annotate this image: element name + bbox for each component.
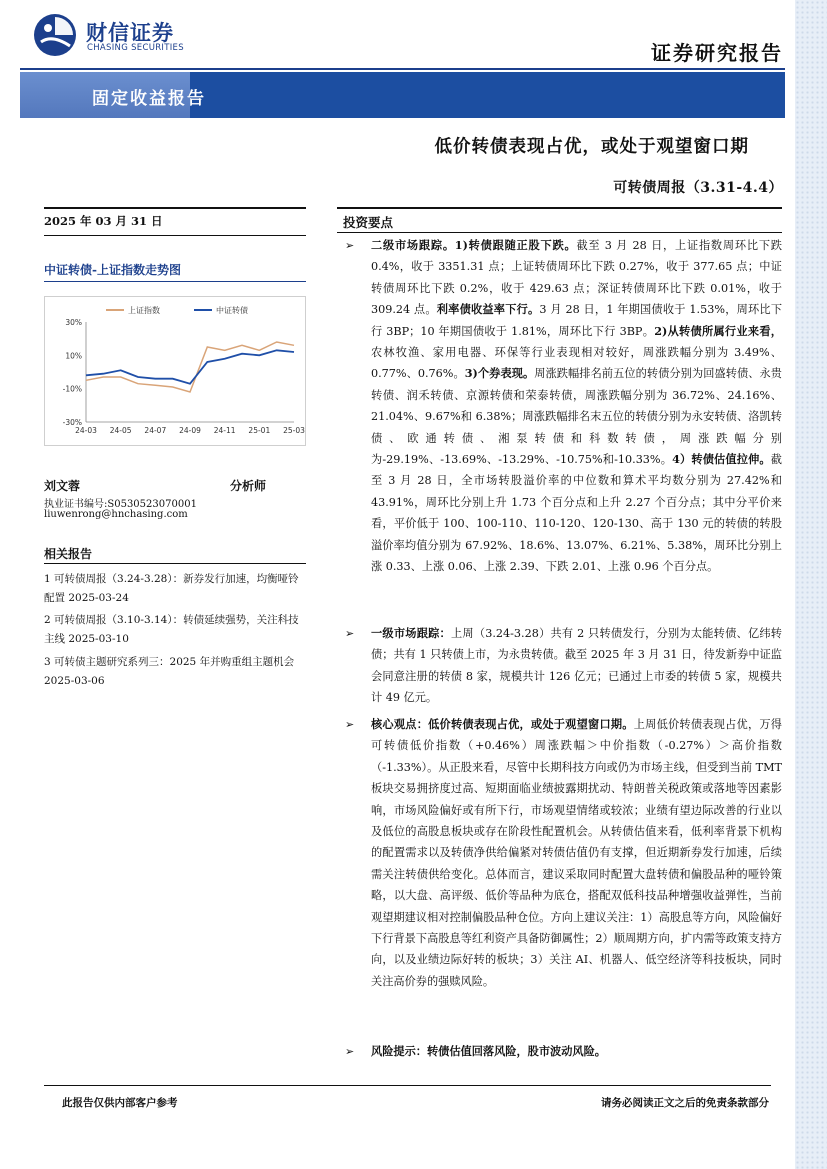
bullet-lead: 风险提示：转债估值回落风险，股市波动风险。 [371,1044,606,1058]
related-report-item[interactable]: 3 可转债主题研究系列三：2025 年并购重组主题机会 2025-03-06 [44,656,295,687]
chart-heading-rule [44,281,306,282]
bullet-body: 3 月 28 日，1 年期国债收于 1.53%，周环比下行 3BP；10 年期国债收于 1.81%，周环比下行 3BP。 [371,303,783,338]
bullet-core-view [345,714,782,992]
footer-disclaimer: 请务必阅读正文之后的免责条款部分 [601,1097,769,1109]
header-divider [20,68,785,70]
banner-label: 固定收益报告 [92,89,206,109]
bullet-body: 农林牧渔、家用电器、环保等行业表现相对较好，周涨跌幅分别为 3.49%、0.77%、0.76%。 [371,346,782,381]
chart-frame [45,297,306,446]
x-tick-label: 25-03 [283,426,305,435]
bullet-body: 上周（3.24-3.28）共有 2 只转债发行，分别为太能转债、亿纬转债；共有 1 只转债上市，为永贵转债。截至 2025 年 3 月 31 日，待发新券中证监会同意注册的转债 8 家，规模共计 126 亿元；已通过上市委的转债 5 家，规模共计 49 亿元。 [371,627,782,705]
bullet-text [371,235,782,578]
bullet-text [371,1041,782,1062]
key-points-rule [337,232,782,233]
y-tick-label: -10% [62,384,82,394]
bullet-body: 截至 3 月 28 日，全市场转股溢价率的中位数和算术平均数分别为 27.42%和 43.91%，周环比分别上升 1.73 个百分点和上升 2.27 个百分点；其中分平价来看，平价低于 100、100-110、110-120、120-130、高于 130 元的转债的转股溢价率均值分别为 67.92%、18.6%、13.07%、6.21%、5.38%，周环比分别上涨 0.33、上涨 0.06、上涨 2.39、下跌 2.01、上涨 0.96 个百分点。 [371,453,782,574]
category-banner [20,72,785,118]
bullet-text [371,623,782,709]
x-tick-label: 24-07 [144,426,167,435]
legend-label: 上证指数 [128,306,160,315]
footer-rule [44,1085,771,1086]
bullet-lead: 核心观点：低价转债表现占优，或处于观望窗口期。 [371,717,634,731]
analyst-email[interactable]: liuwenrong@hnchasing.com [44,509,188,520]
bullet-bold: 利率债收益率下行。 [436,302,540,317]
bullet-text [371,714,782,992]
related-heading: 相关报告 [44,547,93,561]
report-type-label: 证券研究报告 [651,41,783,65]
x-tick-label: 24-05 [109,426,132,435]
brand-name-english: CHASING SECURITIES [87,43,184,53]
chasing-logo-icon [32,12,78,58]
analyst-cert: 执业证书编号:S0530523070001 [44,499,197,510]
date-rule [44,235,306,236]
bullet-arrow-icon: ➢ [345,718,355,731]
bullet-secondary-market [345,235,782,578]
x-tick-label: 24-11 [213,426,236,435]
analyst-role: 分析师 [230,479,267,493]
bullet-risk [345,1041,782,1062]
legend-label: 中证转债 [216,306,248,315]
bullet-body: 周涨跌幅排名前五位的转债分别为回盛转债、永贵转债、润禾转债、京源转债和荣泰转债，周涨跌幅分别为 36.72%、24.16%、21.04%、9.67%和 6.38%；周涨跌幅排名末五位的转债分别为永安转债、洛凯转债、欧通转债、湘泵转债和科数转债，周涨跌幅分别为-29.19%、-13.69%、-13.29%、-10.75%和-10.33%。 [371,367,782,467]
bullet-arrow-icon: ➢ [345,239,355,252]
x-tick-label: 24-03 [75,426,97,435]
y-tick-label: 10% [65,351,82,361]
bullet-bold: 2)从转债所属行业来看， [654,323,782,338]
bullet-bold: 3)个券表现。 [464,366,535,381]
y-tick-label: -30% [62,418,82,427]
bullet-bold: 4）转债估值拉伸。 [672,452,771,467]
related-report-item[interactable]: 2 可转债周报（3.10-3.14）：转债延续强势，关注科技主线 2025-03-10 [44,614,299,645]
brand-name: 财信证券 [86,21,174,45]
report-subtitle: 可转债周报（3.31-4.4） [613,180,783,196]
x-tick-label: 24-09 [179,426,201,435]
bullet-primary-market [345,623,782,709]
bullet-arrow-icon: ➢ [345,1045,355,1058]
sidebar-top-rule [44,207,306,209]
x-tick-label: 25-01 [248,426,271,435]
analyst-name: 刘文蓉 [44,479,81,493]
main-top-rule [337,207,782,209]
related-report-item[interactable]: 1 可转债周报（3.24-3.28）：新券发行加速，均衡哑铃配置 2025-03-24 [44,573,299,604]
bullet-arrow-icon: ➢ [345,627,355,640]
bullet-body: 截至 3 月 28 日，上证指数周环比下跌 0.4%，收于 3351.31 点；上证转债周环比下跌 0.27%，收于 377.65 点；中证转债周环比下跌 0.2%，收于 429.63 点；深证转债周环比下跌 0.01%，收于 309.24 点。 [371,239,782,317]
decorative-side-stripe [795,0,827,1169]
footer-notice: 此报告仅供内部客户参考 [62,1097,178,1109]
trend-chart [44,296,306,446]
report-title: 低价转债表现占优，或处于观望窗口期 [434,137,749,157]
y-tick-label: 30% [65,318,82,327]
bullet-lead: 二级市场跟踪。1)转债跟随正股下跌。 [371,238,577,252]
bullet-lead: 一级市场跟踪： [371,626,451,640]
related-rule [44,563,306,564]
key-points-heading: 投资要点 [343,215,394,230]
report-date: 2025 年 03 月 31 日 [44,214,163,228]
bullet-body: 上周低价转债表现占优，万得可转债低价指数（+0.46%）周涨跌幅＞中价指数（-0.27%）＞高价指数（-1.33%）。从正股来看，尽管中长期科技方向或仍为市场主线，但受到当前 TMT 板块交易拥挤度过高、短期面临业绩披露期扰动、特朗普关税政策或落地等因素影响，市场风险偏好或有所下行，市场观望情绪或较浓；业绩有望边际改善的行业以及低位的高股息板块或存在阶段性配置机会。从转债估值来看，低利率背景下机构的配置需求以及转债净供给偏紧对转债估值仍有支撑，但近期新券发行加速，后续需关注转债供给变化。总体而言，建议采取同时配置大盘转债和偏股品种的哑铃策略，以大盘、高评级、低价等品种为底仓，搭配双低科技品种增强收益弹性，当前观望期建议相对控制偏股品种仓位。方向上建议关注：1）高股息等方向，风险偏好下行背景下高股息等红利资产具备防御属性；2）顺周期方向，扩内需等政策支持方向，以及业绩边际好转的板块；3）关注 AI、机器人、低空经济等科技板块，同时关注高价券的强赎风险。 [371,718,782,988]
chart-heading: 中证转债-上证指数走势图 [44,263,181,277]
